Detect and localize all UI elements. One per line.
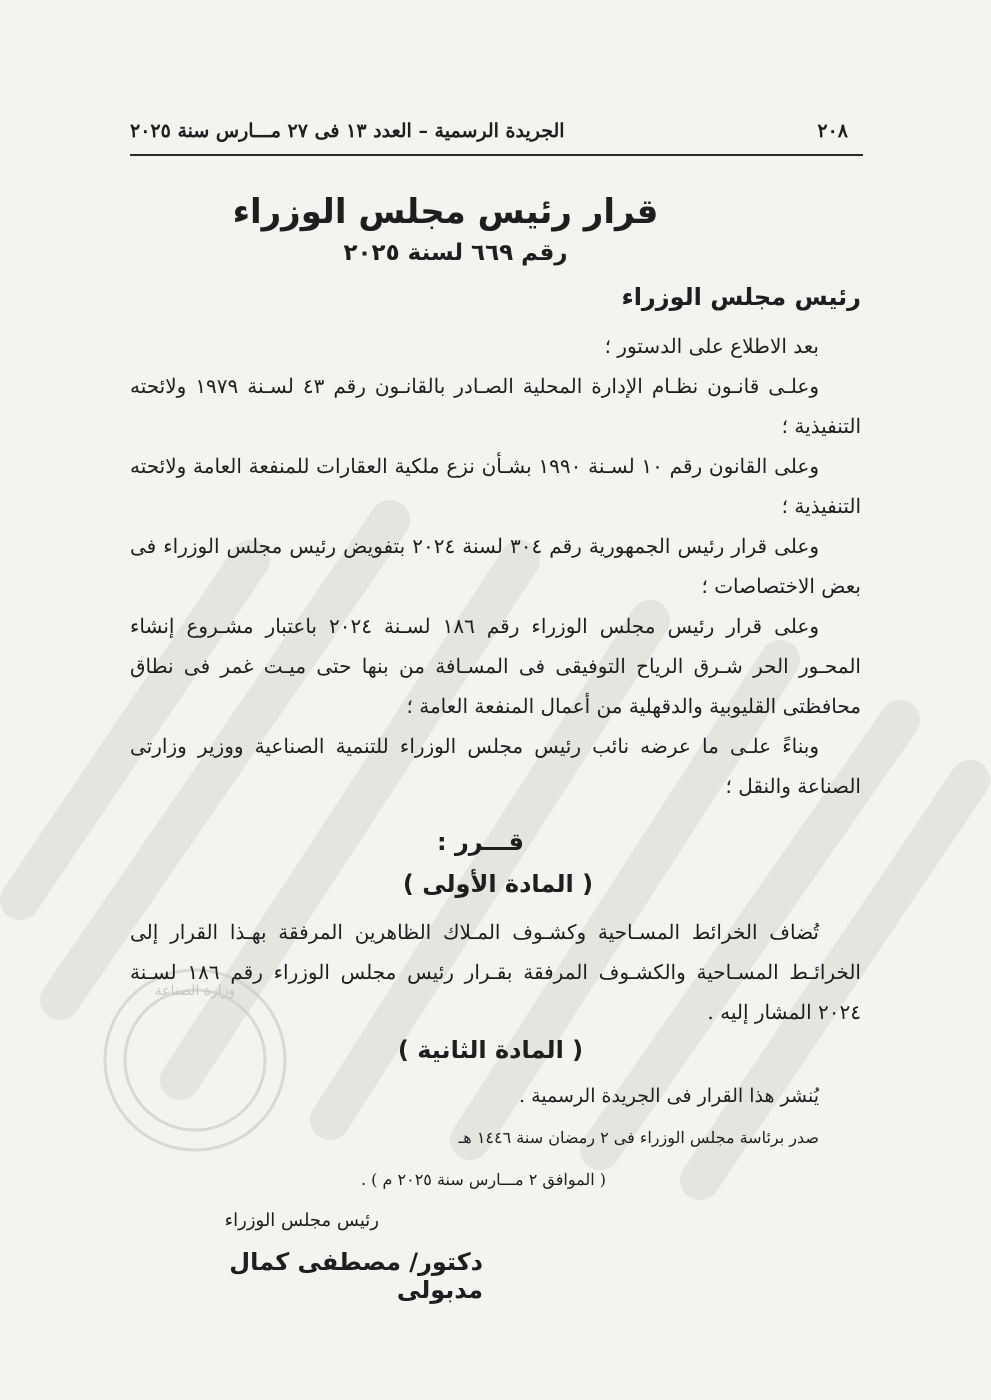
- issued-date: صدر برئاسة مجلس الوزراء فى ٢ رمضان سنة ١٤٤٦ هـ: [458, 1128, 819, 1147]
- header-divider: [130, 154, 863, 156]
- gazette-issue-line: الجريدة الرسمية – العدد ١٣ فى ٢٧ مـــارس سنة ٢٠٢٥: [130, 120, 565, 142]
- issuer-heading: رئيس مجلس الوزراء: [621, 283, 861, 311]
- article-2-text: يُنشر هذا القرار فى الجريدة الرسمية .: [519, 1085, 819, 1107]
- signer-title: رئيس مجلس الوزراء: [224, 1210, 379, 1231]
- decree-title: قرار رئيس مجلس الوزراء: [232, 192, 659, 232]
- signer-name: دكتور/ مصطفى كمال مدبولى: [229, 1248, 483, 1304]
- page-header: [130, 114, 848, 148]
- preamble-clause: بعد الاطلاع على الدستور ؛: [604, 334, 819, 358]
- article-2-heading: ( المادة الثانية ): [397, 1036, 584, 1064]
- article-1-text: تُضاف الخرائط المسـاحية وكشـوف المـلاك الظاهرين المرفقة بهـذا القرار إلى الخرائـط المسـاحية والكشـوف المرفقة بقـرار رئيس مجلس الوزراء رقم ١٨٦ لسـنة ٢٠٢٤ المشار إليه .: [130, 920, 861, 1024]
- preamble-clause: وعلى قرار رئيس مجلس الوزراء رقم ١٨٦ لسـنة ٢٠٢٤ باعتبار مشـروع إنشاء المحـور الحر شـرق الرياح التوفيقى فى المسـافة من بنها حتى ميـت غمر فى نطاق محافظتى القليوبية والدقهلية من أعمال المنفعة العامة ؛: [130, 614, 861, 718]
- preamble-clause: وعلـى قانـون نظـام الإدارة المحلية الصـادر بالقانـون رقم ٤٣ لسـنة ١٩٧٩ ولائحته التنفيذية ؛: [130, 374, 861, 438]
- preamble-clause: وعلى قرار رئيس الجمهورية رقم ٣٠٤ لسنة ٢٠٢٤ بتفويض رئيس مجلس الوزراء فى بعض الاختصاصات ؛: [130, 534, 861, 598]
- article-1-heading: ( المادة الأولى ): [402, 870, 594, 898]
- decree-number: رقم ٦٦٩ لسنة ٢٠٢٥: [343, 240, 568, 266]
- decree-label: قـــرر :: [436, 828, 525, 856]
- preamble-clause: وبناءً علـى ما عرضه نائب رئيس مجلس الوزراء للتنمية الصناعية ووزير وزارتى الصناعة والنقل ؛: [130, 734, 861, 798]
- seal-text: وزارة الصناعة: [154, 983, 236, 999]
- preamble-clause: وعلى القانون رقم ١٠ لسـنة ١٩٩٠ بشـأن نزع ملكية العقارات للمنفعة العامة ولائحته التنفيذية ؛: [130, 454, 861, 518]
- page-number: ٢٠٨: [817, 120, 848, 142]
- preamble: [130, 326, 861, 806]
- gregorian-date: ( الموافق ٢ مـــارس سنة ٢٠٢٥ م ) .: [361, 1170, 606, 1189]
